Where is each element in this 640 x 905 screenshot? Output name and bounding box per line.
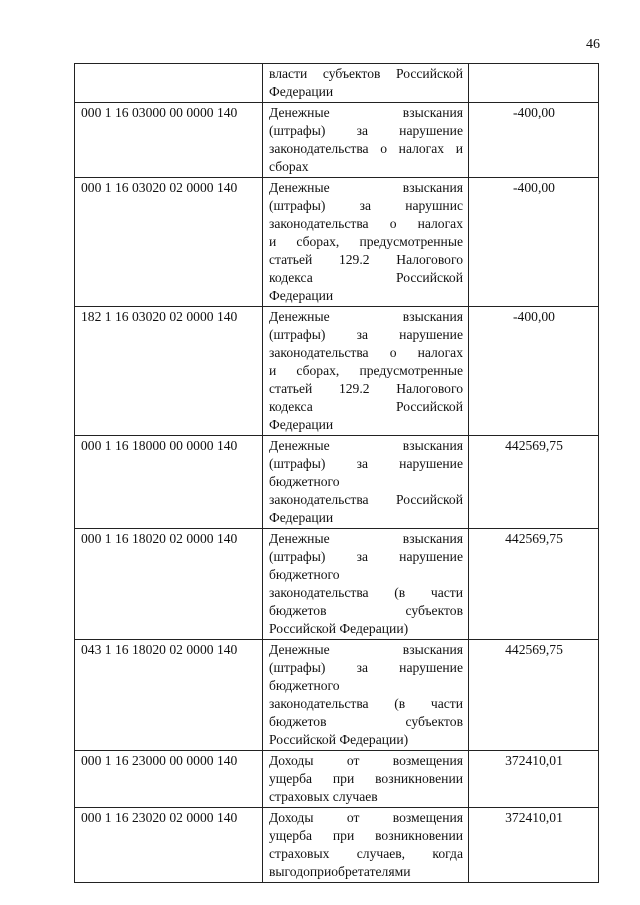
name-line: власти субъектов Российской — [269, 66, 463, 81]
name-line: Доходы от возмещения — [269, 753, 463, 768]
revenue-name-cell — [263, 751, 469, 808]
name-line: бюджетов субъектов — [269, 714, 463, 729]
page-number: 46 — [586, 37, 600, 52]
amount-cell — [469, 64, 599, 103]
amount-cell: 442569,75 — [469, 436, 599, 529]
revenue-code-cell: 043 1 16 18020 02 0000 140 — [75, 640, 263, 751]
name-line: законодательства о налогах и — [269, 141, 463, 156]
name-line: бюджетного — [269, 678, 340, 693]
revenue-name-cell — [263, 529, 469, 640]
revenue-code-cell: 000 1 16 23020 02 0000 140 — [75, 808, 263, 883]
table-row — [75, 178, 599, 307]
name-line: Российской Федерации) — [269, 732, 409, 747]
revenue-name-cell — [263, 178, 469, 307]
name-line: Федерации — [269, 288, 334, 303]
name-line: (штрафы) за нарушение — [269, 327, 463, 342]
name-line: сборах — [269, 159, 309, 174]
amount-cell: 442569,75 — [469, 529, 599, 640]
table-row — [75, 307, 599, 436]
name-line: Денежные взыскания — [269, 642, 463, 657]
name-line: ущерба при возникновении — [269, 771, 463, 786]
name-line: бюджетного — [269, 474, 340, 489]
amount-cell: -400,00 — [469, 103, 599, 178]
revenue-name-cell — [263, 640, 469, 751]
table-row — [75, 103, 599, 178]
name-line: Денежные взыскания — [269, 531, 463, 546]
name-line: Денежные взыскания — [269, 180, 463, 195]
name-line: Российской Федерации) — [269, 621, 409, 636]
revenue-name-cell — [263, 436, 469, 529]
name-line: законодательства о налогах — [269, 345, 463, 360]
name-line: статьей 129.2 Налогового — [269, 252, 463, 267]
amount-cell: -400,00 — [469, 307, 599, 436]
revenue-code-cell: 000 1 16 03020 02 0000 140 — [75, 178, 263, 307]
amount-cell: 372410,01 — [469, 751, 599, 808]
name-line: и сборах, предусмотренные — [269, 363, 463, 378]
revenue-code-cell — [75, 64, 263, 103]
name-line: бюджетного — [269, 567, 340, 582]
table-row — [75, 751, 599, 808]
revenue-code-cell: 000 1 16 23000 00 0000 140 — [75, 751, 263, 808]
name-line: бюджетов субъектов — [269, 603, 463, 618]
name-line: ущерба при возникновении — [269, 828, 463, 843]
name-line: Федерации — [269, 417, 334, 432]
name-line: Федерации — [269, 84, 334, 99]
name-line: кодекса Российской — [269, 270, 463, 285]
revenue-name-cell — [263, 808, 469, 883]
name-line: Федерации — [269, 510, 334, 525]
name-line: (штрафы) за нарушение — [269, 123, 463, 138]
revenue-name-cell — [263, 307, 469, 436]
revenue-name-cell — [263, 64, 469, 103]
name-line: Доходы от возмещения — [269, 810, 463, 825]
table-row — [75, 64, 599, 103]
table-row — [75, 640, 599, 751]
name-line: законодательства Российской — [269, 492, 463, 507]
revenue-code-cell: 000 1 16 03000 00 0000 140 — [75, 103, 263, 178]
name-line: выгодоприобретателями — [269, 864, 411, 879]
amount-cell: -400,00 — [469, 178, 599, 307]
name-line: (штрафы) за нарушнис — [269, 198, 463, 213]
revenue-name-cell — [263, 103, 469, 178]
table-row — [75, 808, 599, 883]
name-line: законодательства (в части — [269, 696, 463, 711]
table-row — [75, 436, 599, 529]
name-line: страховых случаев — [269, 789, 378, 804]
name-line: (штрафы) за нарушение — [269, 456, 463, 471]
name-line: законодательства (в части — [269, 585, 463, 600]
amount-cell: 372410,01 — [469, 808, 599, 883]
name-line: (штрафы) за нарушение — [269, 549, 463, 564]
amount-cell: 442569,75 — [469, 640, 599, 751]
name-line: Денежные взыскания — [269, 309, 463, 324]
name-line: законодательства о налогах — [269, 216, 463, 231]
name-line: кодекса Российской — [269, 399, 463, 414]
revenue-code-cell: 000 1 16 18020 02 0000 140 — [75, 529, 263, 640]
name-line: и сборах, предусмотренные — [269, 234, 463, 249]
table-row — [75, 529, 599, 640]
table-body — [75, 64, 599, 883]
revenue-code-cell: 182 1 16 03020 02 0000 140 — [75, 307, 263, 436]
name-line: Денежные взыскания — [269, 438, 463, 453]
name-line: страховых случаев, когда — [269, 846, 463, 861]
budget-revenue-table — [74, 63, 599, 883]
name-line: статьей 129.2 Налогового — [269, 381, 463, 396]
name-line: Денежные взыскания — [269, 105, 463, 120]
revenue-code-cell: 000 1 16 18000 00 0000 140 — [75, 436, 263, 529]
name-line: (штрафы) за нарушение — [269, 660, 463, 675]
